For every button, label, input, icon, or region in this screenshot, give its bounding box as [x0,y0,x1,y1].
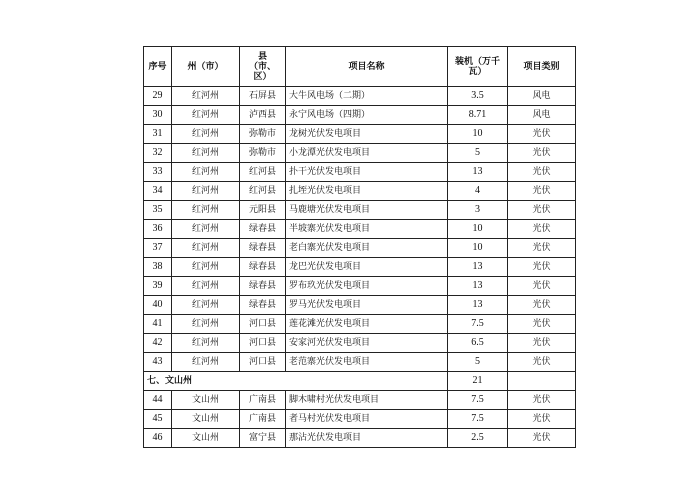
cell-category: 光伏 [508,182,576,201]
section-row [144,372,576,391]
cell-project-name: 脚木啸村光伏发电项目 [286,391,448,410]
cell-project-name: 永宁风电场（四期） [286,106,448,125]
header-project-name: 项目名称 [286,47,448,87]
section-label: 七、文山州 [144,372,448,391]
cell-no: 42 [144,334,172,353]
cell-category: 光伏 [508,353,576,372]
cell-project-name: 小龙潭光伏发电项目 [286,144,448,163]
table-row [144,277,576,296]
cell-county: 弥勒市 [240,125,286,144]
table-row [144,391,576,410]
cell-prefecture: 红河州 [172,144,240,163]
cell-prefecture: 红河州 [172,334,240,353]
cell-category: 光伏 [508,296,576,315]
cell-capacity: 3 [448,201,508,220]
cell-prefecture: 红河州 [172,125,240,144]
cell-county: 红河县 [240,182,286,201]
table-row [144,125,576,144]
cell-prefecture: 红河州 [172,315,240,334]
table-row [144,315,576,334]
cell-prefecture: 红河州 [172,258,240,277]
cell-prefecture: 红河州 [172,106,240,125]
cell-no: 46 [144,429,172,448]
section-category-empty [508,372,576,391]
cell-category: 光伏 [508,239,576,258]
table-row [144,296,576,315]
cell-no: 30 [144,106,172,125]
cell-category: 光伏 [508,391,576,410]
cell-no: 41 [144,315,172,334]
header-capacity: 装机（万千瓦） [448,47,508,87]
table-row [144,182,576,201]
cell-no: 34 [144,182,172,201]
table-row [144,163,576,182]
cell-prefecture: 文山州 [172,391,240,410]
cell-capacity: 10 [448,125,508,144]
table-row [144,144,576,163]
cell-project-name: 马鹿塘光伏发电项目 [286,201,448,220]
cell-capacity: 8.71 [448,106,508,125]
cell-capacity: 4 [448,182,508,201]
cell-prefecture: 红河州 [172,87,240,106]
cell-county: 绿春县 [240,277,286,296]
cell-county: 广南县 [240,391,286,410]
cell-category: 光伏 [508,334,576,353]
header-prefecture: 州（市） [172,47,240,87]
header-category: 项目类别 [508,47,576,87]
header-county: 县（市、区） [240,47,286,87]
cell-no: 40 [144,296,172,315]
table-row [144,87,576,106]
cell-category: 光伏 [508,144,576,163]
cell-category: 光伏 [508,201,576,220]
cell-project-name: 扑干光伏发电项目 [286,163,448,182]
cell-category: 光伏 [508,315,576,334]
cell-category: 光伏 [508,125,576,144]
cell-project-name: 老白寨光伏发电项目 [286,239,448,258]
cell-county: 河口县 [240,353,286,372]
cell-project-name: 龙巴光伏发电项目 [286,258,448,277]
table-row [144,106,576,125]
cell-prefecture: 文山州 [172,410,240,429]
cell-no: 33 [144,163,172,182]
cell-category: 风电 [508,106,576,125]
cell-capacity: 6.5 [448,334,508,353]
cell-project-name: 大牛风电场（二期） [286,87,448,106]
cell-county: 石屏县 [240,87,286,106]
cell-county: 广南县 [240,410,286,429]
cell-county: 河口县 [240,315,286,334]
table-row [144,429,576,448]
cell-county: 元阳县 [240,201,286,220]
table-row [144,201,576,220]
cell-capacity: 3.5 [448,87,508,106]
cell-capacity: 13 [448,258,508,277]
cell-prefecture: 红河州 [172,220,240,239]
cell-project-name: 者马村光伏发电项目 [286,410,448,429]
cell-capacity: 5 [448,353,508,372]
cell-no: 44 [144,391,172,410]
table-row [144,239,576,258]
cell-county: 泸西县 [240,106,286,125]
cell-no: 43 [144,353,172,372]
cell-category: 光伏 [508,410,576,429]
cell-project-name: 那沾光伏发电项目 [286,429,448,448]
cell-prefecture: 红河州 [172,201,240,220]
cell-no: 36 [144,220,172,239]
cell-capacity: 10 [448,239,508,258]
cell-category: 光伏 [508,220,576,239]
cell-capacity: 10 [448,220,508,239]
project-table [143,46,576,448]
cell-capacity: 13 [448,163,508,182]
cell-category: 光伏 [508,277,576,296]
cell-category: 风电 [508,87,576,106]
cell-category: 光伏 [508,258,576,277]
cell-no: 45 [144,410,172,429]
cell-project-name: 安家河光伏发电项目 [286,334,448,353]
cell-project-name: 罗布玖光伏发电项目 [286,277,448,296]
cell-no: 39 [144,277,172,296]
cell-capacity: 2.5 [448,429,508,448]
cell-project-name: 扎垤光伏发电项目 [286,182,448,201]
cell-capacity: 13 [448,277,508,296]
cell-capacity: 13 [448,296,508,315]
header-no: 序号 [144,47,172,87]
cell-county: 弥勒市 [240,144,286,163]
cell-county: 河口县 [240,334,286,353]
cell-prefecture: 红河州 [172,277,240,296]
cell-project-name: 莲花滩光伏发电项目 [286,315,448,334]
cell-project-name: 老范寨光伏发电项目 [286,353,448,372]
cell-county: 绿春县 [240,258,286,277]
cell-capacity: 7.5 [448,391,508,410]
cell-project-name: 罗马光伏发电项目 [286,296,448,315]
table-row [144,258,576,277]
table-row [144,220,576,239]
cell-prefecture: 红河州 [172,182,240,201]
cell-no: 31 [144,125,172,144]
cell-capacity: 7.5 [448,410,508,429]
cell-no: 38 [144,258,172,277]
cell-no: 35 [144,201,172,220]
cell-county: 绿春县 [240,239,286,258]
section-capacity-total: 21 [448,372,508,391]
header-row [144,47,576,87]
cell-no: 37 [144,239,172,258]
cell-county: 红河县 [240,163,286,182]
cell-prefecture: 红河州 [172,163,240,182]
table-row [144,334,576,353]
cell-no: 29 [144,87,172,106]
table-row [144,410,576,429]
cell-project-name: 半坡寨光伏发电项目 [286,220,448,239]
cell-county: 富宁县 [240,429,286,448]
cell-prefecture: 红河州 [172,353,240,372]
cell-category: 光伏 [508,163,576,182]
cell-project-name: 龙树光伏发电项目 [286,125,448,144]
table-row [144,353,576,372]
cell-county: 绿春县 [240,220,286,239]
cell-prefecture: 红河州 [172,296,240,315]
cell-category: 光伏 [508,429,576,448]
cell-prefecture: 文山州 [172,429,240,448]
cell-no: 32 [144,144,172,163]
cell-prefecture: 红河州 [172,239,240,258]
cell-capacity: 7.5 [448,315,508,334]
cell-county: 绿春县 [240,296,286,315]
cell-capacity: 5 [448,144,508,163]
